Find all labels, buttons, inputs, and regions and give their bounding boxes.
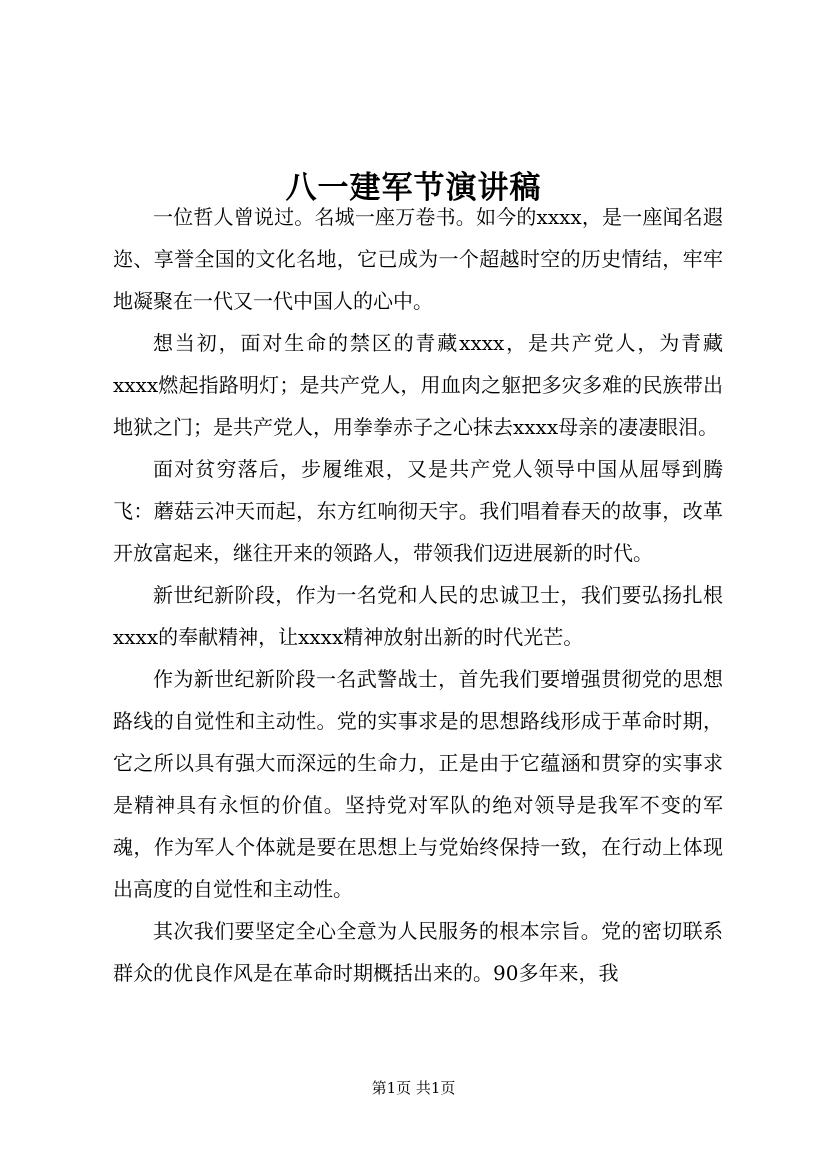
paragraph: 新世纪新阶段，作为一名党和人民的忠诚卫士，我们要弘扬扎根xxxx的奉献精神，让xxxx精神放射出新的时代光芒。 [113,583,723,649]
paragraph: 作为新世纪新阶段一名武警战士，首先我们要增强贯彻党的思想路线的自觉性和主动性。党的实事求是的思想路线形成于革命时期，它之所以具有强大而深远的生命力，正是由于它蕴涵和贯穿的实事求是精神具有永恒的价值。坚持党对军队的绝对领导是我军不变的军魂，作为军人个体就是要在思想上与党始终保持一致，在行动上体现出高度的自觉性和主动性。 [113,667,723,901]
paragraph: 面对贫穷落后，步履维艰，又是共产党人领导中国从屈辱到腾飞：蘑菇云冲天而起，东方红响彻天宇。我们唱着春天的故事，改革开放富起来，继往开来的领路人，带领我们迈进展新的时代。 [113,457,723,565]
paragraph: 其次我们要坚定全心全意为人民服务的根本宗旨。党的密切联系群众的优良作风是在革命时期概括出来的。90多年来，我 [113,919,723,985]
paragraph: 想当初，面对生命的禁区的青藏xxxx，是共产党人，为青藏xxxx燃起指路明灯；是共产党人，用血肉之躯把多灾多难的民族带出地狱之门；是共产党人，用拳拳赤子之心抹去xxxx母亲的凄凄眼泪。 [113,331,723,439]
page-footer: 第1页 共1页 [371,1079,456,1097]
paragraph: 一位哲人曾说过。名城一座万卷书。如今的xxxx，是一座闻名遐迩、享誉全国的文化名地，它已成为一个超越时空的历史情结，牢牢地凝聚在一代又一代中国人的心中。 [113,205,723,313]
document-body [113,196,723,994]
document-title: 八一建军节演讲稿 [285,169,542,206]
